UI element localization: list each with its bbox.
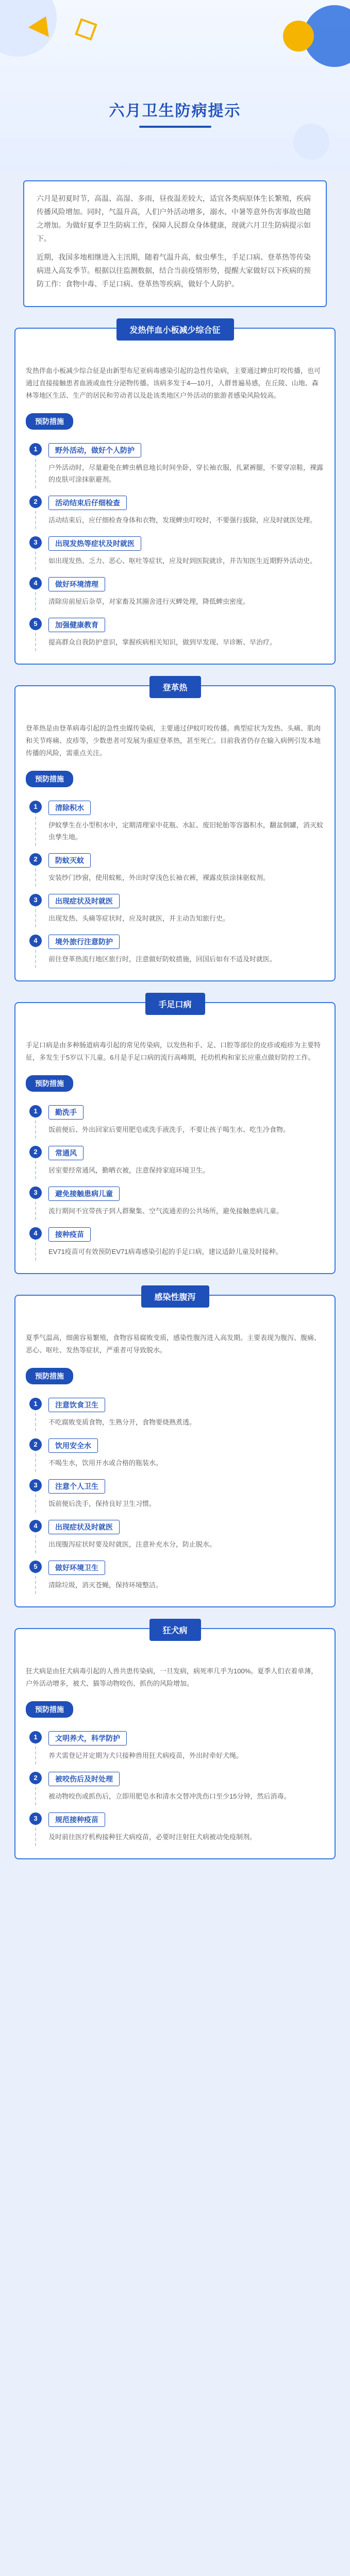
section-rabies: [14, 1628, 336, 1859]
tip-name: 野外活动，做好个人防护: [48, 443, 141, 457]
tip-name: 避免接触患病儿童: [48, 1187, 120, 1201]
section-intro: 发热伴血小板减少综合征是由新型布尼亚病毒感染引起的急性传染病，主要通过蜱虫叮咬传播，也可通过直接接触患者血液或血性分泌物传播。该病多发于4—10月，人群普遍易感，在丘陵、山地、森林等地区生活、生产的居民和劳动者以及赴该类地区户外活动的旅游者感染风险较高。: [26, 367, 321, 399]
section-hfmd: [14, 1002, 336, 1274]
tip-body: 居室要经常通风，勤晒衣被，注意保持家庭环境卫生。: [48, 1166, 210, 1174]
tip-number: 1: [29, 801, 42, 813]
section-intro: 狂犬病是由狂犬病毒引起的人兽共患传染病，一旦发病，病死率几乎为100%。夏季人们衣着单薄，户外活动增多，被犬、猫等动物咬伤、抓伤的风险增加。: [26, 1667, 318, 1687]
tip-item: [35, 1105, 324, 1139]
section-title: 感染性腹泻: [141, 1285, 209, 1308]
section-dengue: [14, 685, 336, 981]
tip-number: 5: [29, 1561, 42, 1573]
tip-item: [35, 1146, 324, 1179]
tip-name: 勤洗手: [48, 1105, 84, 1120]
tip-name: 做好环境清理: [48, 577, 105, 591]
tip-number: 3: [29, 1187, 42, 1199]
tip-item: [35, 1812, 324, 1846]
tip-name: 出现症状及时就医: [48, 1520, 120, 1534]
tip-name: 出现症状及时就医: [48, 894, 120, 908]
tip-number: 1: [29, 443, 42, 455]
intro-box: [23, 180, 327, 307]
tip-body: 不吃腐败变质食物，生熟分开，食物要烧熟煮透。: [48, 1418, 196, 1426]
tip-name: 出现发热等症状及时就医: [48, 536, 141, 551]
tip-item: [35, 618, 324, 651]
tip-number: 4: [29, 577, 42, 589]
tip-name: 注意个人卫生: [48, 1479, 105, 1494]
tip-item: [35, 1561, 324, 1594]
tip-number: 3: [29, 1812, 42, 1825]
tip-number: 3: [29, 894, 42, 906]
tip-item: [35, 1520, 324, 1553]
page-title: 六月卫生防病提示: [109, 103, 241, 120]
tip-number: 1: [29, 1398, 42, 1410]
tip-item: [35, 496, 324, 529]
tip-number: 2: [29, 1438, 42, 1451]
tip-body: 活动结束后，应仔细检查身体和衣物，发现蜱虫叮咬时，不要强行拔除，应及时就医处理。: [48, 516, 317, 524]
tips-heading: 预防措施: [26, 771, 73, 787]
tip-body: 被动物咬伤或抓伤后，立即用肥皂水和清水交替冲洗伤口至少15分钟，然后消毒。: [48, 1792, 291, 1800]
tip-item: [35, 935, 324, 968]
tip-number: 4: [29, 1227, 42, 1240]
tip-number: 1: [29, 1731, 42, 1743]
title-wrap: [0, 98, 350, 128]
title-underline: [139, 126, 211, 128]
tip-body: 提高群众自我防护意识，掌握疾病相关知识，做到早发现、早诊断、早治疗。: [48, 638, 277, 646]
section-diarrhea: [14, 1295, 336, 1607]
section-title: 手足口病: [145, 993, 205, 1015]
tip-body: 及时前往医疗机构接种狂犬病疫苗，必要时注射狂犬病被动免疫制剂。: [48, 1833, 257, 1841]
tip-item: [35, 1479, 324, 1513]
section-intro: 登革热是由登革病毒引起的急性虫媒传染病，主要通过伊蚊叮咬传播。典型症状为发热、头痛、肌肉和关节疼痛、皮疹等，少数患者可发展为重症登革热，甚至死亡。目前我省仍存在输入病例引发本地传播的风险，需重点关注。: [26, 724, 321, 757]
decor-circle: [293, 124, 329, 160]
section-intro: 夏季气温高，细菌容易繁殖，食物容易腐败变质，感染性腹泻进入高发期。主要表现为腹泻、腹痛、恶心、呕吐、发热等症状，严重者可导致脱水。: [26, 1334, 321, 1354]
tips-heading: 预防措施: [26, 1701, 73, 1718]
tip-number: 3: [29, 536, 42, 549]
tip-body: 出现腹泻症状时要及时就医，注意补充水分，防止脱水。: [48, 1540, 216, 1548]
tip-item: [35, 853, 324, 887]
tip-body: EV71疫苗可有效预防EV71病毒感染引起的手足口病，建议适龄儿童及时接种。: [48, 1248, 282, 1256]
tip-item: [35, 1438, 324, 1472]
section-title: 登革热: [149, 676, 201, 698]
tip-name: 接种疫苗: [48, 1227, 91, 1242]
tip-name: 防蚊灭蚊: [48, 853, 91, 868]
section-sfts: [14, 328, 336, 665]
tip-number: 2: [29, 1146, 42, 1158]
tip-item: [35, 1772, 324, 1805]
tip-body: 前往登革热流行地区旅行时，注意做好防蚊措施，回国后如有不适及时就医。: [48, 955, 277, 963]
tip-name: 文明养犬，科学防护: [48, 1731, 127, 1745]
tip-body: 伊蚊孳生在小型积水中，定期清理家中花瓶、水缸、废旧轮胎等容器积水，翻盆倒罐，消灭蚊虫孳生地。: [48, 821, 324, 841]
decor-circle: [283, 21, 314, 52]
tip-item: [35, 801, 324, 846]
tip-number: 4: [29, 935, 42, 947]
tip-item: [35, 1227, 324, 1261]
header-banner: [0, 0, 350, 170]
tip-name: 加强健康教育: [48, 618, 105, 632]
tip-number: 2: [29, 496, 42, 508]
decor-square: [75, 18, 97, 41]
tip-name: 规范接种疫苗: [48, 1812, 105, 1827]
tip-body: 饭前便后洗手，保持良好卫生习惯。: [48, 1500, 156, 1507]
tip-name: 常通风: [48, 1146, 84, 1160]
intro-paragraph: 近期，我国多地相继进入主汛期，随着气温升高，蚊虫孳生，手足口病、登革热等传染病进入高发季节。根据以往监测数据，结合当前疫情形势，提醒大家做好以下疾病的预防工作：食物中毒、手足口病、登革热等疾病，做好个人防护。: [37, 253, 311, 288]
tips-heading: 预防措施: [26, 1075, 73, 1092]
tip-body: 流行期间不宜带孩子到人群聚集、空气流通差的公共场所，避免接触患病儿童。: [48, 1207, 284, 1215]
tip-name: 清除积水: [48, 801, 91, 815]
tip-name: 饮用安全水: [48, 1438, 98, 1453]
tip-body: 出现发热、头痛等症状时，应及时就医，并主动告知旅行史。: [48, 914, 230, 922]
tip-number: 5: [29, 618, 42, 630]
tip-number: 4: [29, 1520, 42, 1532]
tip-number: 3: [29, 1479, 42, 1492]
tip-number: 2: [29, 1772, 42, 1784]
tip-name: 注意饮食卫生: [48, 1398, 105, 1412]
tip-number: 1: [29, 1105, 42, 1117]
tips-heading: 预防措施: [26, 1368, 73, 1384]
tip-body: 清除垃圾，消灭苍蝇，保持环境整洁。: [48, 1581, 163, 1589]
tip-body: 不喝生水，饮用开水或合格的瓶装水。: [48, 1459, 163, 1467]
tip-body: 清除房前屋后杂草，对家畜及其圈舍进行灭蜱处理，降低蜱虫密度。: [48, 598, 250, 605]
section-title: 发热伴血小板减少综合征: [116, 318, 234, 341]
tip-name: 境外旅行注意防护: [48, 935, 120, 949]
tip-item: [35, 443, 324, 488]
tip-body: 户外活动时，尽量避免在蜱虫栖息地长时间坐卧，穿长袖衣服，扎紧裤腿，不要穿凉鞋，裸露的皮肤可涂抹驱避剂。: [48, 464, 324, 483]
tip-item: [35, 1731, 324, 1765]
tip-item: [35, 577, 324, 611]
tip-item: [35, 1187, 324, 1220]
tip-body: 安装纱门纱窗，使用蚊帐，外出时穿浅色长袖衣裤，裸露皮肤涂抹驱蚊剂。: [48, 874, 270, 882]
tip-body: 养犬需登记并定期为犬只接种兽用狂犬病疫苗，外出时牵好犬绳。: [48, 1752, 243, 1759]
tip-name: 活动结束后仔细检查: [48, 496, 127, 510]
intro-paragraph: 六月是初夏时节，高温、高湿、多雨，昼夜温差较大，适宜各类病原体生长繁殖，疾病传播风险增加。同时，气温升高，人们户外活动增多，溺水、中暑等意外伤害事故也随之增加。为做好夏季卫生防病工作，保障人民群众身体健康，现就六月卫生防病提示如下。: [37, 194, 311, 243]
tip-item: [35, 1398, 324, 1431]
tips-heading: 预防措施: [26, 413, 73, 430]
tip-name: 做好环境卫生: [48, 1561, 105, 1575]
tip-item: [35, 536, 324, 570]
tip-number: 2: [29, 853, 42, 866]
section-title: 狂犬病: [149, 1619, 201, 1641]
tip-body: 饭前便后、外出回家后要用肥皂或洗手液洗手，不要让孩子喝生水、吃生冷食物。: [48, 1126, 290, 1133]
section-intro: 手足口病是由多种肠道病毒引起的常见传染病，以发热和手、足、口腔等部位的皮疹或疱疹为主要特征，多发生于5岁以下儿童。6月是手足口病的流行高峰期，托幼机构和家长应重点做好防控工作。: [26, 1041, 321, 1061]
tip-item: [35, 894, 324, 927]
tip-name: 被咬伤后及时处理: [48, 1772, 120, 1786]
tip-body: 如出现发热、乏力、恶心、呕吐等症状，应及时到医院就诊，并告知医生近期野外活动史。: [48, 557, 317, 565]
